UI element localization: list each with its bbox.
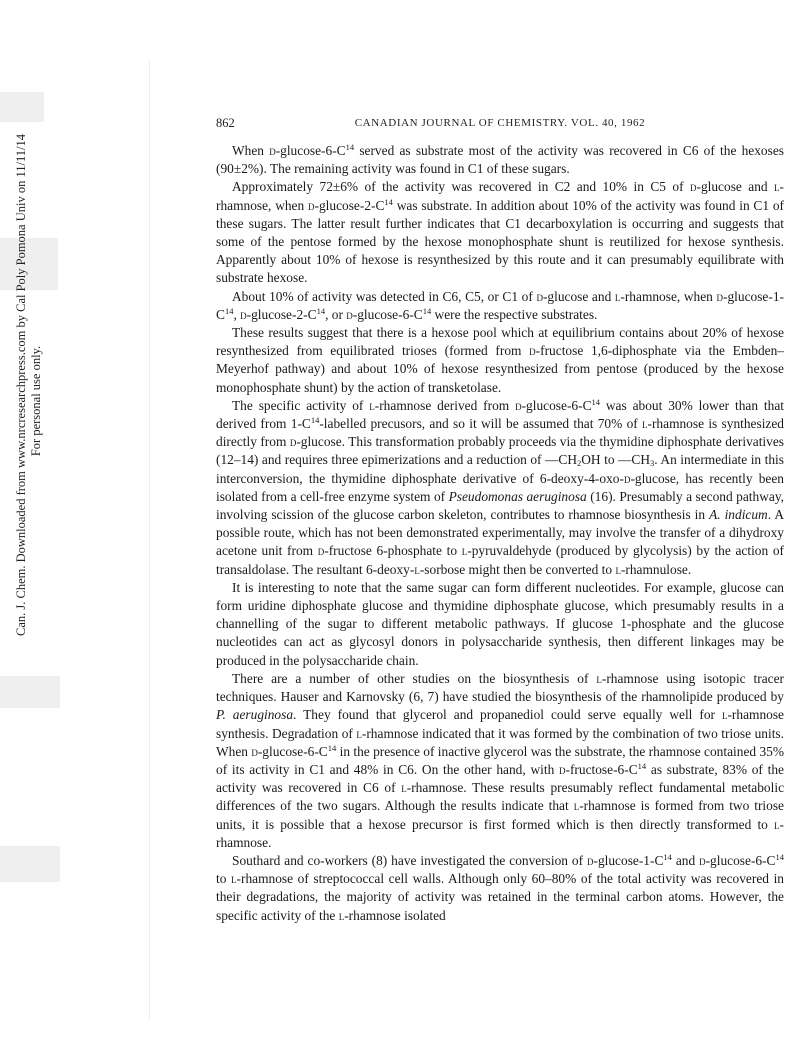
paragraph-5: The specific activity of l-rhamnose derived from $d-glucose-6-C^{14}$ was about 30% lower than that derived from $1-C^{14}$-labelled precusors, and so it will be assumed that 70% of l-rhamnose is synthesized directly from d-glucose. This transformation probably proceeds via the thymidine diphosphate derivatives (12–14) and requires three epimerizations and a reduction of $—CH_2OH$ to $—CH_3$. An intermediate in this interconversion, the thymidine diphosphate derivative of 6-deoxy-4-oxo-d-glucose, has recently been isolated from a cell-free enzyme system of Pseudomonas aeruginosa (16). Presumably a second pathway, involving scission of the glucose carbon skeleton, contributes to rhamnose biosynthesis in A. indicum. A possible route, which has not been demonstrated experimentally, may involve the transfer of a dihydroxy acetone unit from d-fructose 6-phosphate to l-pyruvaldehyde (produced by glycolysis) by the action of transaldolase. The resultant 6-deoxy-l-sorbose might then be converted to l-rhamnulose. [216,396,785,577]
small-caps-prefix: d [515,397,522,413]
isotope-superscript: 14 [316,305,326,316]
paragraph-3: About 10% of activity was detected in C6, C5, or C1 of d-glucose and l-rhamnose, when $d-glucose-1-C^{14}$, $d-glucose-2-C^{14}$, or $d-glucose-6-C^{14}$ were the respective substrates. [216,288,784,322]
small-caps-prefix: d [289,434,297,450]
download-notice [14,133,46,636]
personal-use-line: For personal use only. [29,345,43,457]
small-caps-prefix: d [689,179,697,195]
paragraph-7: There are a number of other studies on the biosynthesis of l-rhamnose using isotopic tracer techniques. Hauser and Karnovsky (6, 7) have studied the biosynthesis of the rhamnolipide produced by P. aeruginosa. They found that glycerol and propanediol could serve equally well for l-rhamnose synthesis. Degradation of l-rhamnose indicated that it was formed by the combination of two triose units. When $d-glucose-6-C^{14}$ in the presence of inactive glycerol was the substrate, the rhamnose contained 35% of its activity in C1 and 48% in C6. On the other hand, with $d-fructose-6-C^{14}$ as substrate, 83% of the activity was recovered in C6 of l-rhamnose. These results presumably reflect fundamental metabolic differences of the two sugars. Although the results indicate that l-rhamnose is formed from two triose units, it is possible that a hexose precursor is first formed which is then directly transformed to l-rhamnose. [216,670,785,850]
download-notice-line: Can. J. Chem. Downloaded from www.nrcresearchpress.com by Cal Poly Pomona Univ on 11/11/14 [14,133,28,636]
small-caps-prefix: d [623,470,631,486]
small-caps-prefix: d [308,197,315,213]
paragraph-6: It is interesting to note that the same sugar can form different nucleotides. For example, glucose can form uridine diphosphate glucose and thymidine diphosphate glucose, which presumably results in a channelling of the sugar to different metabolic pathways. If glucose 1-phosphate and the glucose nucleotides can act as glycosyl donors in polysaccharide synthesis, then different linkages may be produced in the polysaccharide chain. [216,579,784,668]
scan-artifact [0,676,60,708]
page-gutter-line [149,60,150,1020]
small-caps-prefix: l [642,416,648,432]
page-number: 862 [216,116,235,130]
small-caps-prefix: d [536,288,543,304]
small-caps-prefix: l [614,288,621,304]
small-caps-prefix: l [615,561,621,577]
small-caps-prefix: l [774,816,780,832]
small-caps-prefix: l [356,725,362,741]
isotope-superscript: 14 [310,415,320,426]
small-caps-prefix: l [461,543,468,559]
small-caps-prefix: d [346,306,353,322]
species-name: P. aeruginosa [216,707,294,723]
paragraph-2: Approximately 72±6% of the activity was recovered in C2 and 10% in C5 of d-glucose and l-rhamnose, when $d-glucose-2-C^{14}$ was substrate. In addition about 10% of the activity was found in C1 of these sugars. The latter result further indicates that C1 decarboxylation is occurring and suggests that some of the pentose formed by the hexose monophosphate shunt is reutilized for hexose synthesis. Apparently about 10% of hexose is resynthesized by this route and it can presumably equilibrate with substrate hexose. [216,179,784,286]
isotope-superscript: 14 [327,742,337,753]
species-name: A. indicum [709,507,768,523]
small-caps-prefix: l [231,871,237,887]
small-caps-prefix: l [573,798,580,814]
isotope-superscript: 14 [591,396,601,407]
isotope-superscript: 14 [663,851,672,862]
paragraph-4: These results suggest that there is a hexose pool which at equilibrium contains about 20% of hexose resynthesized from equilibrated trioses (formed from d-fructose 1,6-diphosphate via the Embden–Meyerhof pathway) and about 10% of hexose resynthesized from pentose (produced by the hexose monophosphate shunt) by the action of transketolase. [216,325,784,395]
small-caps-prefix: l [721,707,728,723]
small-caps-prefix: d [699,852,706,868]
running-title: CANADIAN JOURNAL OF CHEMISTRY. VOL. 40, 1962 [354,117,646,129]
small-caps-prefix: l [596,670,602,686]
isotope-superscript: 14 [345,142,355,152]
small-caps-prefix: d [559,761,566,777]
isotope-superscript: 14 [224,305,234,316]
paragraph-8: Southard and co-workers (8) have investigated the conversion of $d-glucose-1-C^{14}$ and $d-glucose-6-C^{14}$ to l-rhamnose of streptococcal cell walls. Although only 60–80% of the total activity was recovered in their degradations, the majority of activity was retained in the terminal carbon atoms. However, the specific activity of the l-rhamnose isolated [216,851,784,923]
species-name: Pseudomonas aeruginosa [448,488,587,504]
small-caps-prefix: d [317,543,325,559]
small-caps-prefix: l [414,561,420,577]
isotope-superscript: 14 [384,196,393,207]
scan-artifact [0,92,44,122]
small-caps-prefix: l [369,397,375,413]
paragraph-1: When $d-glucose-6-C^{14}$ served as substrate most of the activity was recovered in C6 of the hexoses (90±2%). The remaining activity was found in C1 of these sugars. [216,142,784,177]
small-caps-prefix: l [401,780,407,796]
scan-artifact [0,846,60,882]
page-header [216,116,784,132]
small-caps-prefix: d [586,852,594,868]
small-caps-prefix: d [269,143,276,158]
formula-subscript: 3 [650,458,655,469]
formula-subscript: 2 [577,458,582,469]
isotope-superscript: 14 [775,851,784,862]
article-body [216,142,784,925]
small-caps-prefix: l [338,907,345,923]
small-caps-prefix: d [251,743,258,759]
small-caps-prefix: d [240,306,247,322]
isotope-superscript: 14 [637,760,647,771]
small-caps-prefix: d [716,288,723,304]
small-caps-prefix: l [774,179,780,195]
small-caps-prefix: d [529,343,536,359]
isotope-superscript: 14 [422,305,432,316]
